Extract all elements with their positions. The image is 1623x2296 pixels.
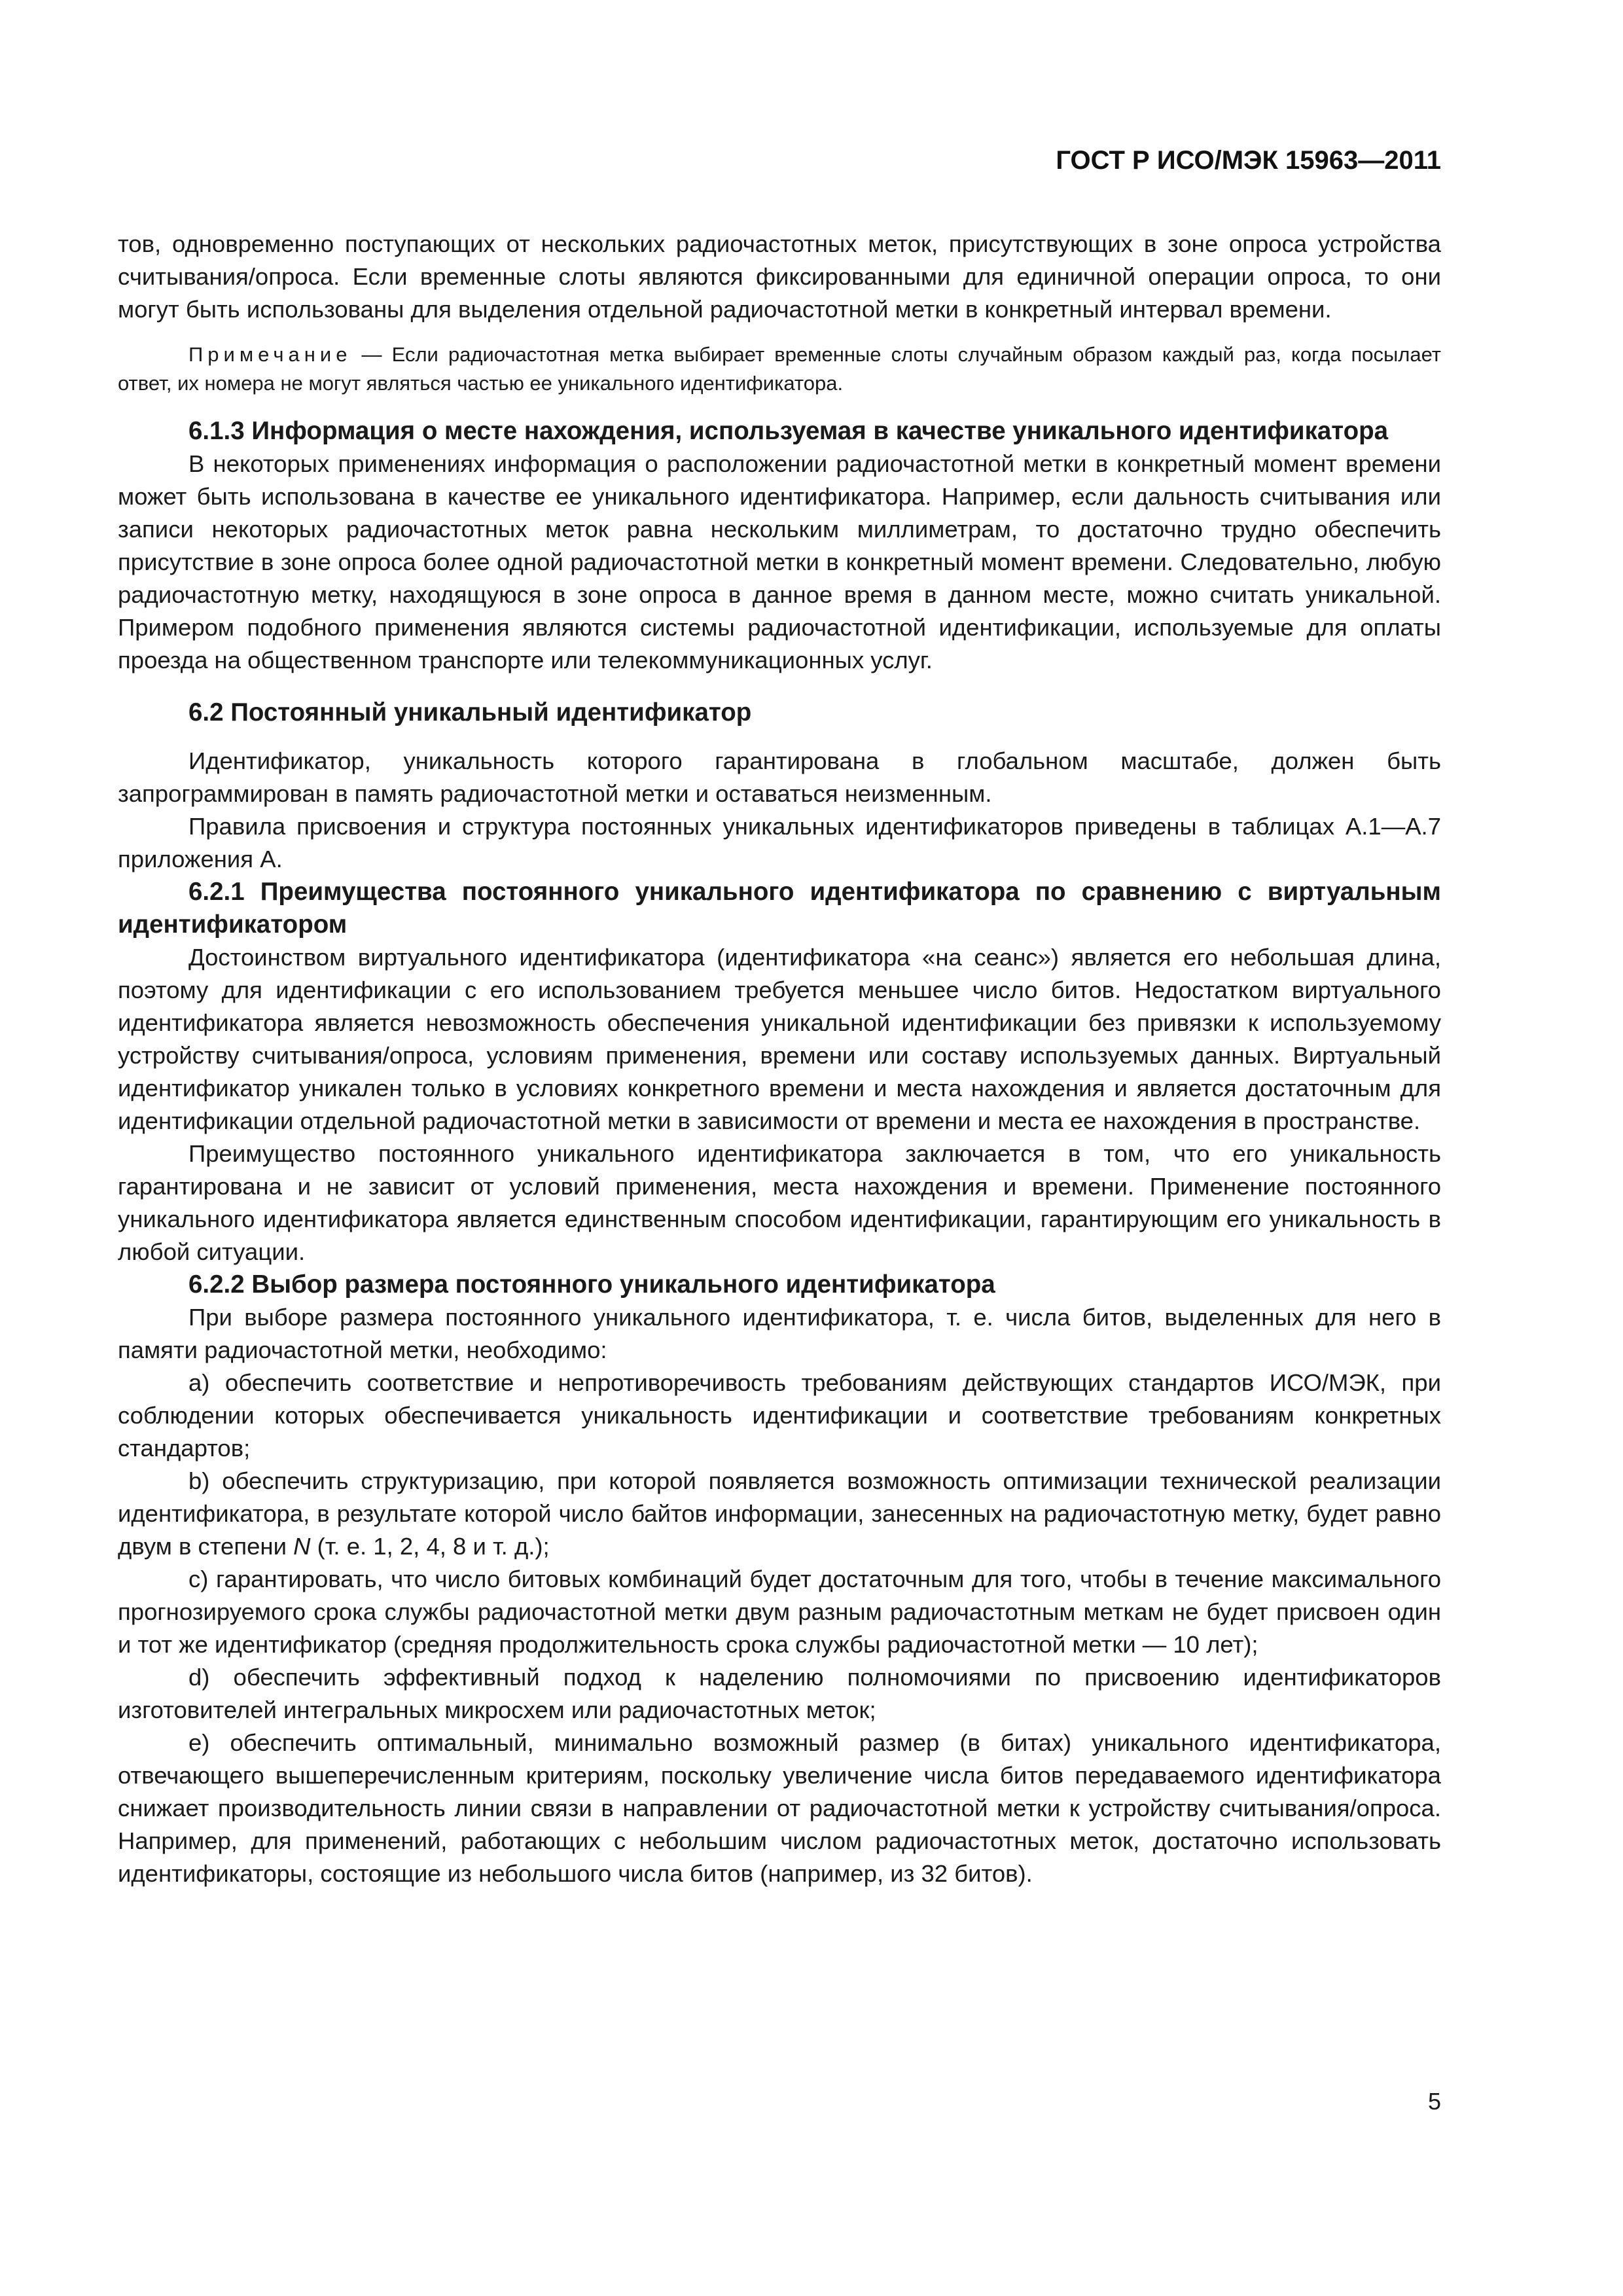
list-item-e: е) обеспечить оптимальный, минимально возможный размер (в битах) уникального идентификатора, отвечающего вышеперечисленным критериям, поскольку увеличение числа битов передаваемого идентификатора снижает производительность линии связи в направлении от радиочастотной метки к устройству считывания/опроса. Например, для применений, работающих с небольшим числом радиочастотных меток, достаточно использовать идентификаторы, состоящие из небольшого числа битов (например, из 32 битов). bbox=[118, 1729, 1441, 1887]
list-item-b-variable: N bbox=[293, 1533, 311, 1560]
paragraph-6-2-2: Правила присвоения и структура постоянных уникальных идентификаторов приведены в таблицах А.1—А.7 приложения А. bbox=[118, 813, 1441, 872]
list-item-b-tail: (т. е. 1, 2, 4, 8 и т. д.); bbox=[310, 1533, 550, 1560]
list-item-c: с) гарантировать, что число битовых комбинаций будет достаточным для того, чтобы в течение максимального прогнозируемого срока службы радиочастотной метки двум разным радиочастотным меткам не будет присвоен один и тот же идентификатор (средняя продолжительность срока службы радиочастотной метки — 10 лет); bbox=[118, 1566, 1441, 1658]
page-body bbox=[118, 228, 1441, 1890]
heading-6-2-1: 6.2.1 Преимущества постоянного уникального идентификатора по сравнению с виртуальным идентификатором bbox=[118, 878, 1441, 939]
list-item-b bbox=[118, 1465, 1441, 1563]
paragraph-6-2-2-intro: При выборе размера постоянного уникального идентификатора, т. е. числа битов, выделенных для него в памяти радиочастотной метки, необходимо: bbox=[118, 1304, 1441, 1363]
paragraph-6-2-1: Идентификатор, уникальность которого гарантирована в глобальном масштабе, должен быть запрограммирован в память радиочастотной метки и оставаться неизменным. bbox=[118, 747, 1441, 807]
standard-code-header: ГОСТ Р ИСО/МЭК 15963—2011 bbox=[1056, 146, 1441, 175]
heading-6-2: 6.2 Постоянный уникальный идентификатор bbox=[188, 698, 752, 726]
continuation-paragraph: тов, одновременно поступающих от нескольких радиочастотных меток, присутствующих в зоне опроса устройства считывания/опроса. Если временные слоты являются фиксированными для единичной операции опроса, то они могут быть использованы для выделения отдельной радиочастотной метки в конкретный интервал времени. bbox=[118, 230, 1441, 323]
note-label: Примечание bbox=[188, 343, 352, 366]
list-item-a: а) обеспечить соответствие и непротиворечивость требованиям действующих стандартов ИСО/МЭК, при соблюдении которых обеспечивается уникальность идентификации и соответствие требованиям конкретных стандартов; bbox=[118, 1369, 1441, 1462]
heading-6-2-2: 6.2.2 Выбор размера постоянного уникального идентификатора bbox=[188, 1270, 995, 1299]
page-number: 5 bbox=[1427, 2088, 1441, 2115]
paragraph-6-1-3: В некоторых применениях информация о расположении радиочастотной метки в конкретный момент времени может быть использована в качестве ее уникального идентификатора. Например, если дальность считывания или записи некоторых радиочастотных меток равна нескольким миллиметрам, то достаточно трудно обеспечить присутствие в зоне опроса более одной радиочастотной метки в конкретный момент времени. Следовательно, любую радиочастотную метку, находящуюся в зоне опроса в данное время в данном месте, можно считать уникальной. Примером подобного применения являются системы радиочастотной идентификации, используемые для оплаты проезда на общественном транспорте или телекоммуникационных услуг. bbox=[118, 450, 1441, 673]
paragraph-6-2-1-a: Достоинством виртуального идентификатора (идентификатора «на сеанс») является его небольшая длина, поэтому для идентификации с его использованием требуется меньшее число битов. Недостатком виртуального идентификатора является невозможность обеспечения уникальной идентификации без привязки к используемому устройству считывания/опроса, условиям применения, времени или составу используемых данных. Виртуальный идентификатор уникален только в условиях конкретного времени и места нахождения и является достаточным для идентификации отдельной радиочастотной метки в зависимости от времени и места ее нахождения в пространстве. bbox=[118, 944, 1441, 1134]
heading-6-1-3: 6.1.3 Информация о месте нахождения, используемая в качестве уникального идентификатора bbox=[188, 417, 1389, 445]
paragraph-6-2-1-b: Преимущество постоянного уникального идентификатора заключается в том, что его уникальность гарантирована и не зависит от условий применения, места нахождения и времени. Применение постоянного уникального идентификатора является единственным способом идентификации, гарантирующим его уникальность в любой ситуации. bbox=[118, 1140, 1441, 1265]
list-item-b-text: b) обеспечить структуризацию, при которой появляется возможность оптимизации технической реализации идентификатора, в результате которой число байтов информации, занесенных на радиочастотную метку, будет равно двум в степени bbox=[118, 1467, 1441, 1560]
note bbox=[118, 340, 1441, 398]
list-item-d: d) обеспечить эффективный подход к наделению полномочиями по присвоению идентификаторов изготовителей интегральных микросхем или радиочастотных меток; bbox=[118, 1664, 1441, 1723]
note-text: — Если радиочастотная метка выбирает временные слоты случайным образом каждый раз, когда посылает ответ, их номера не могут являться частью ее уникального идентификатора. bbox=[118, 343, 1441, 395]
